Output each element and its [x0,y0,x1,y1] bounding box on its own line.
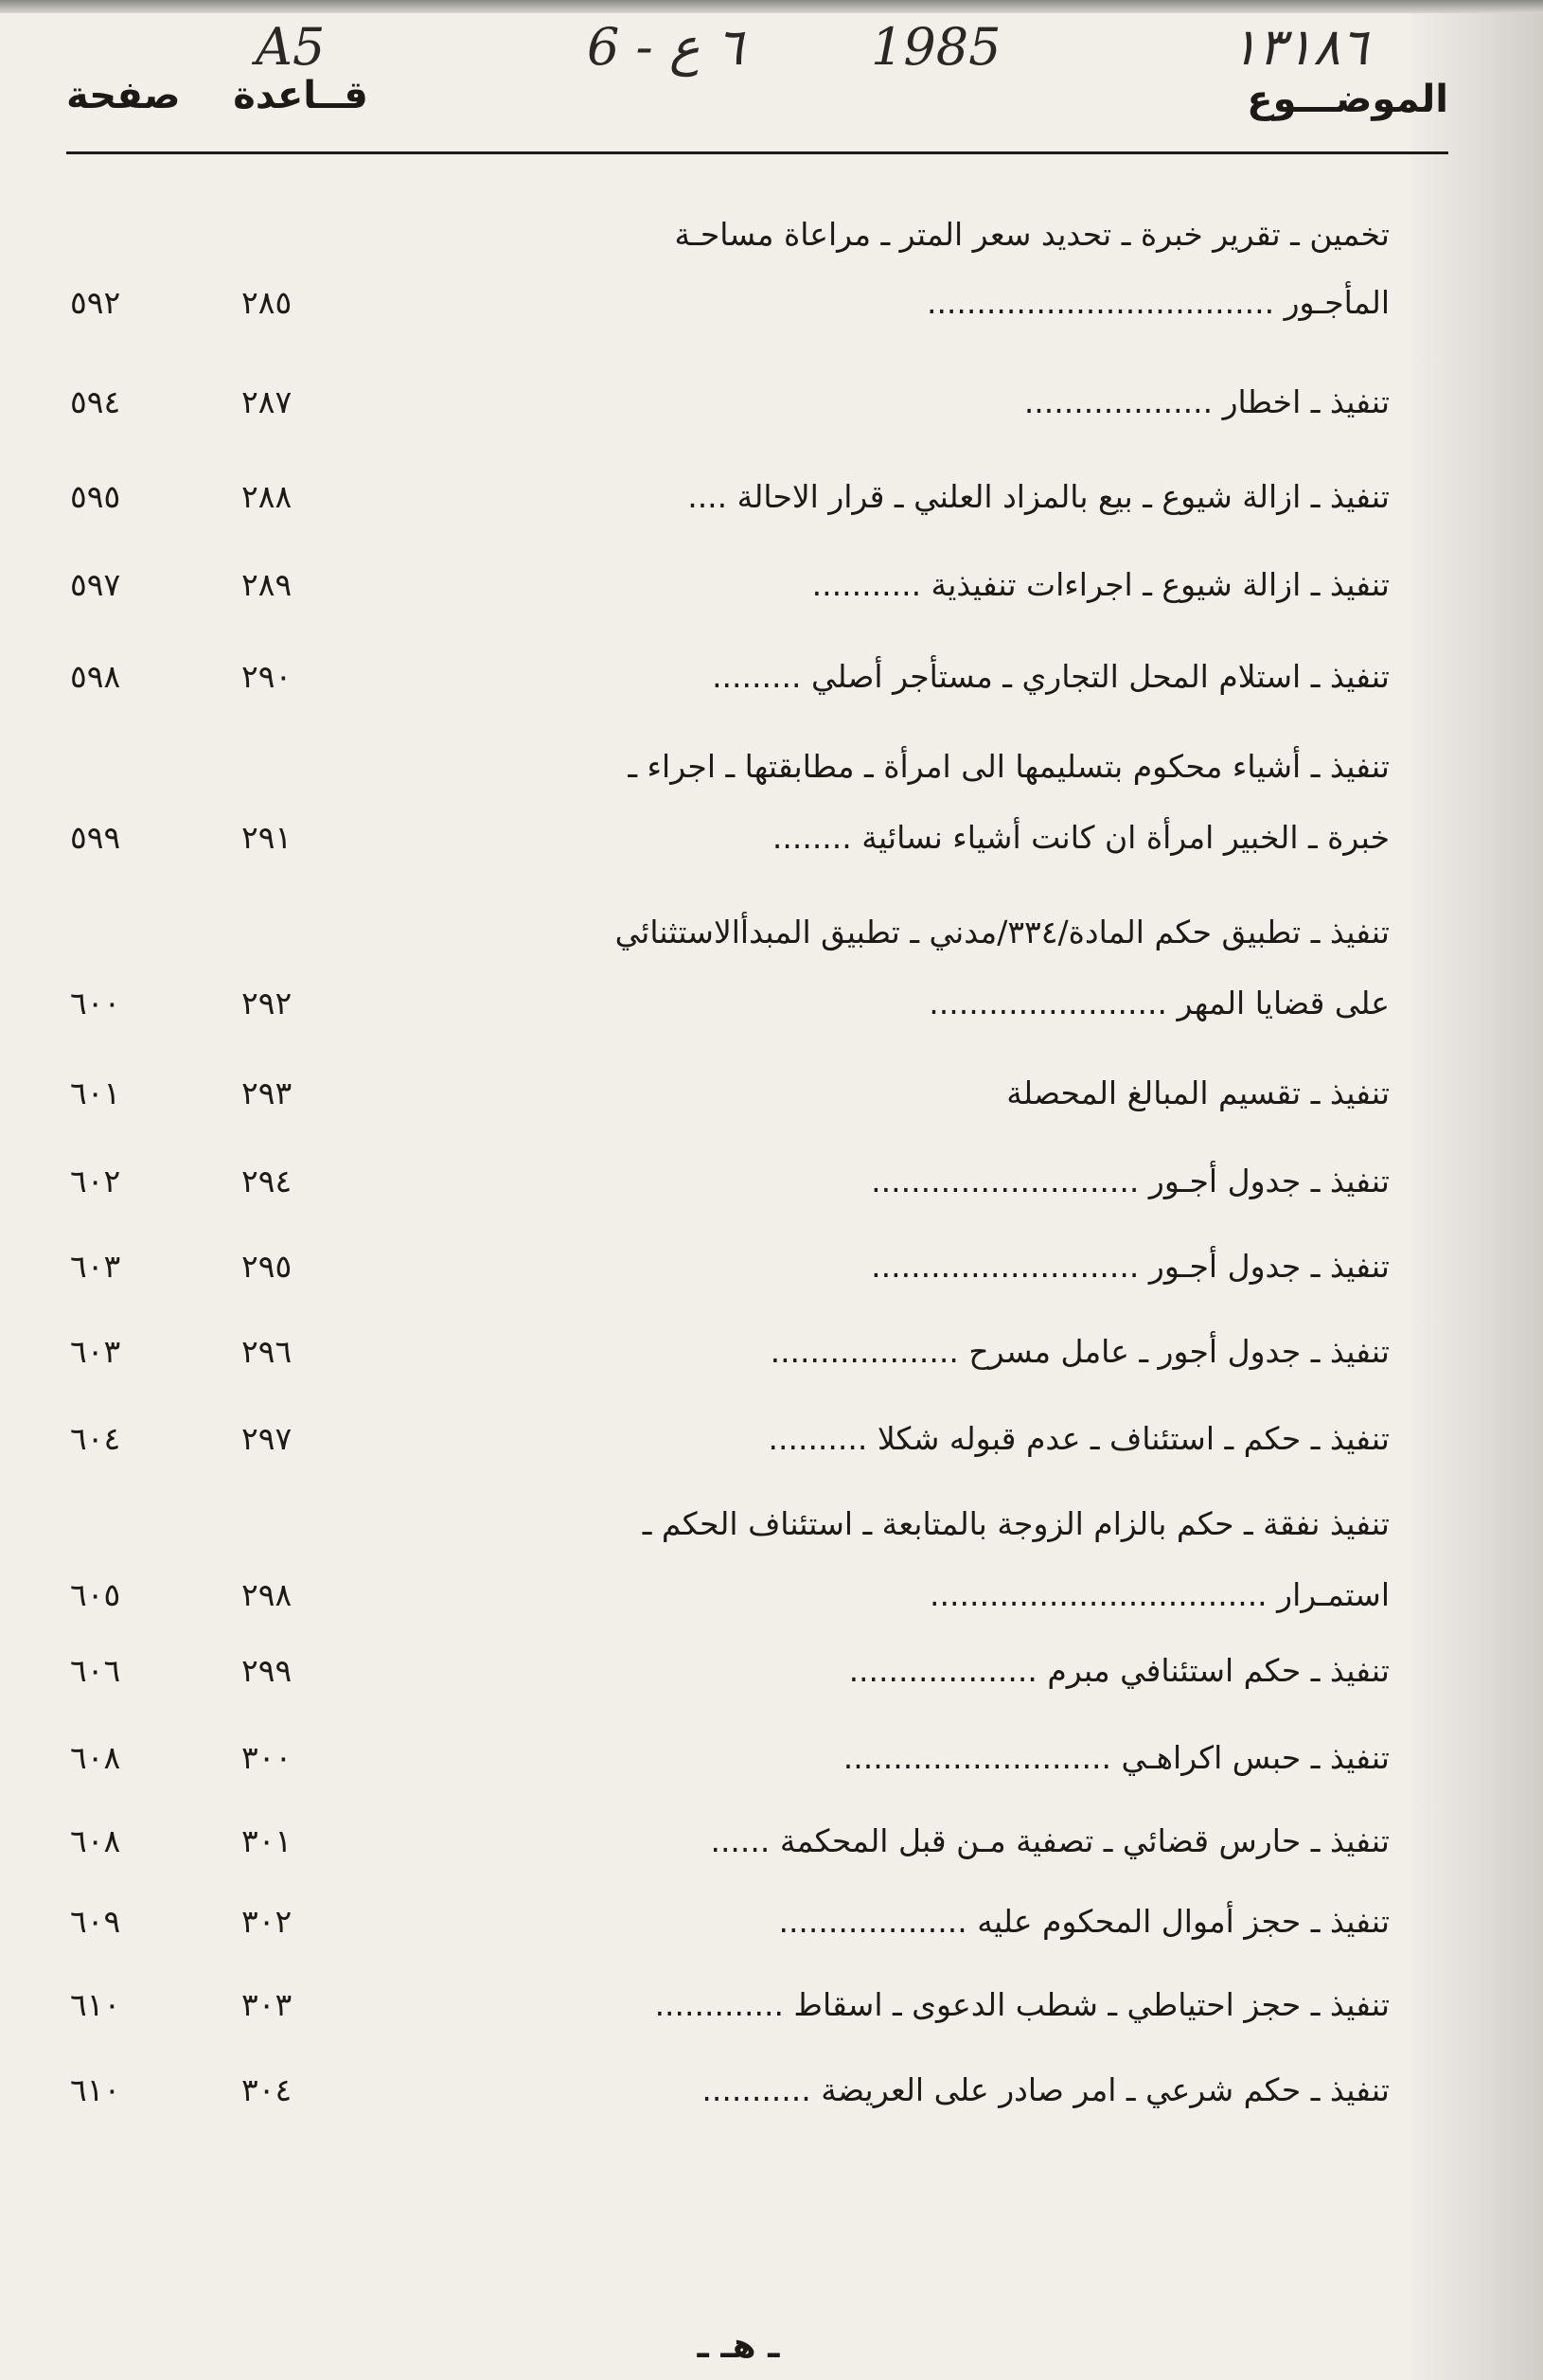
toc-entry-base-number: ٢٩٣ [241,1075,293,1111]
toc-entry-text: المأجـور ................................... [926,284,1390,321]
toc-entry-page-number: ٦٠٢ [70,1163,121,1199]
toc-entry-text: تنفيذ ـ استلام المحل التجاري ـ مستأجر أصلي ......... [712,658,1390,695]
toc-entry-text: تنفيذ ـ أشياء محكوم بتسليمها الى امرأة ـ مطابقتها ـ اجراء ـ [628,748,1390,785]
toc-entry-text: تنفيذ ـ حجز احتياطي ـ شطب الدعوى ـ اسقاط ............. [654,1986,1390,2023]
toc-entry-text: تنفيذ ـ حجز أموال المحكوم عليه ................... [778,1903,1390,1940]
handwritten-note-2: 6 - ٦ ع [587,17,744,77]
toc-entry-text: تنفيذ ـ تطبيق حكم المادة/٣٣٤/مدني ـ تطبيق المبدأالاستثنائي [614,914,1390,950]
toc-entry-base-number: ٢٩٠ [241,658,293,695]
toc-entry-base-number: ٢٨٨ [241,478,293,515]
toc-entry-text: تنفيذ ـ جدول أجـور ........................... [871,1248,1390,1285]
toc-entry-text: تنفيذ نفقة ـ حكم بالزام الزوجة بالمتابعة ـ استئناف الحكم ـ [642,1505,1390,1542]
handwritten-note-3: 1985 [871,17,1002,77]
toc-entry-page-number: ٦٠٦ [70,1652,121,1689]
toc-entry-page-number: ٦٠٨ [70,1739,121,1776]
toc-entry-base-number: ٣٠٠ [241,1739,293,1776]
toc-entry-text: تنفيذ ـ حكم ـ استئناف ـ عدم قبوله شكلا .......... [768,1420,1390,1457]
column-header-base: قــاعدة [233,74,368,117]
toc-entry-text: تنفيذ ـ حكم شرعي ـ امر صادر على العريضة ........... [701,2071,1390,2108]
toc-entry-page-number: ٥٩٨ [70,658,121,695]
toc-entry-base-number: ٣٠٣ [241,1986,293,2023]
toc-entry-text: تنفيذ ـ جدول أجور ـ عامل مسرح ................... [770,1333,1390,1370]
toc-entry-base-number: ٢٩٧ [241,1420,293,1457]
toc-entry-page-number: ٦٠٠ [70,985,121,1021]
toc-entry-page-number: ٥٩٧ [70,566,121,603]
toc-entry-text: تنفيذ ـ ازالة شيوع ـ اجراءات تنفيذية ........... [811,566,1390,603]
toc-entry-page-number: ٦١٠ [70,2071,121,2108]
toc-entry-page-number: ٥٩٤ [70,383,121,420]
toc-entry-page-number: ٥٩٢ [70,284,121,321]
handwritten-note-1: A5 [256,17,326,77]
toc-entry-page-number: ٦٠٨ [70,1822,121,1859]
toc-entry-text: استمـرار .................................. [930,1576,1390,1613]
toc-entry-text: تنفيذ ـ جدول أجـور ........................... [871,1163,1390,1199]
toc-entry-base-number: ٣٠١ [241,1822,293,1859]
toc-entry-base-number: ٢٨٥ [241,284,293,321]
toc-entry-base-number: ٢٩٩ [241,1652,293,1689]
toc-entry-base-number: ٢٨٧ [241,383,293,420]
toc-entry-page-number: ٦٠٩ [70,1903,121,1940]
toc-entry-page-number: ٦٠٣ [70,1333,121,1370]
toc-entry-text: تنفيذ ـ حكم استئنافي مبرم ................... [848,1652,1390,1689]
toc-entry-page-number: ٦٠١ [70,1075,121,1111]
column-header-page: صفحة [66,74,181,117]
toc-entry-page-number: ٦٠٤ [70,1420,121,1457]
toc-entry-page-number: ٥٩٩ [70,819,121,856]
toc-entry-text: تنفيذ ـ حارس قضائي ـ تصفية مـن قبل المحكمة ...... [710,1822,1390,1859]
toc-entry-page-number: ٦٠٥ [70,1576,121,1613]
toc-entry-text: تنفيذ ـ حبس اكراهـي ........................... [842,1739,1390,1776]
toc-entry-text: تنفيذ ـ تقسيم المبالغ المحصلة [1006,1075,1390,1111]
toc-entry-base-number: ٢٩٢ [241,985,293,1021]
toc-entry-base-number: ٣٠٤ [241,2071,293,2108]
toc-entry-base-number: ٢٩١ [241,819,293,856]
toc-entry-page-number: ٦١٠ [70,1986,121,2023]
toc-entry-base-number: ٢٨٩ [241,566,293,603]
toc-entry-text: تنفيذ ـ ازالة شيوع ـ بيع بالمزاد العلني ـ قرار الاحالة .... [687,478,1390,515]
toc-entry-base-number: ٣٠٢ [241,1903,293,1940]
toc-entry-page-number: ٦٠٣ [70,1248,121,1285]
toc-entry-base-number: ٢٩٥ [241,1248,293,1285]
toc-entry-text: خبرة ـ الخبير امرأة ان كانت أشياء نسائية ........ [772,819,1390,856]
toc-entry-page-number: ٥٩٥ [70,478,121,515]
toc-entry-base-number: ٢٩٤ [241,1163,293,1199]
toc-entry-text: على قضايا المهر ........................ [929,985,1390,1021]
page-footer: ـ هـ ـ [697,2327,780,2366]
handwritten-note-4: ١٣١٨٦ [1231,17,1369,77]
toc-entry-base-number: ٢٩٨ [241,1576,293,1613]
toc-entry-text: تخمين ـ تقرير خبرة ـ تحديد سعر المتر ـ مراعاة مساحـة [674,216,1390,253]
toc-entry-base-number: ٢٩٦ [241,1333,293,1370]
column-header-subject: الموضـــوع [1247,78,1448,121]
toc-entry-text: تنفيذ ـ اخطار ................... [1023,383,1390,420]
